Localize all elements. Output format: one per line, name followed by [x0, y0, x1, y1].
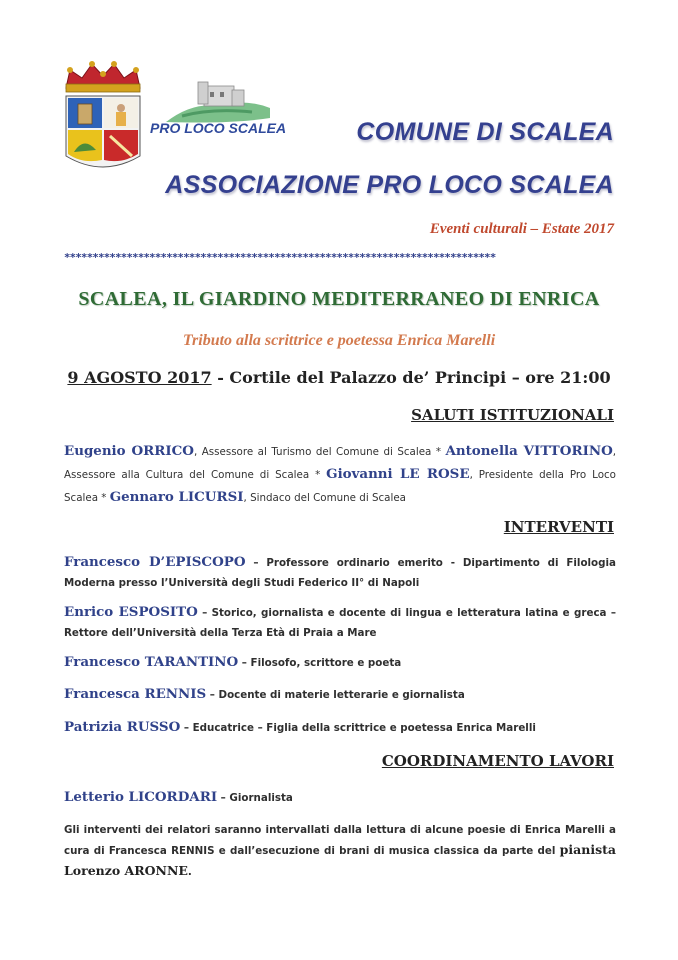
- speaker-desc: – Storico, giornalista e docente di lingua e letteratura latina e greca – Rettore dell’Università della Terza Età di Praia a Mare: [64, 607, 616, 639]
- event-place: - Cortile del Palazzo de’ Principi – ore 21:00: [211, 368, 611, 387]
- proloco-logo-text: PRO LOCO SCALEA: [150, 120, 287, 136]
- intervento-item: [64, 717, 616, 738]
- section-interventi-heading: INTERVENTI: [503, 518, 614, 536]
- comune-crest-logo: [62, 60, 144, 174]
- speaker-desc: – Docente di materie letterarie e giornalista: [206, 689, 465, 701]
- event-date-line: [0, 368, 678, 387]
- speaker-desc: , Assessore alla Cultura del Comune di Scalea *: [64, 446, 617, 481]
- header-title-associazione: ASSOCIAZIONE PRO LOCO SCALEA: [165, 171, 614, 199]
- header-eventi: Eventi culturali – Estate 2017: [429, 221, 614, 237]
- event-title: SCALEA, IL GIARDINO MEDITERRANEO DI ENRICA: [78, 288, 600, 310]
- speaker-desc: – Filosofo, scrittore e poeta: [238, 657, 402, 669]
- speaker-desc: , Presidente della Pro Loco Scalea *: [64, 469, 616, 504]
- event-date: 9 AGOSTO 2017: [67, 368, 212, 387]
- intervento-item: [64, 602, 616, 643]
- speaker-name: Francesco TARANTINO: [64, 654, 239, 670]
- stars-divider: ****************************************************************************: [64, 252, 496, 264]
- speaker-desc: – Educatrice – Figlia della scrittrice e poetessa Enrica Marelli: [180, 722, 536, 734]
- saluti-paragraph: [64, 440, 616, 509]
- intervento-item: [64, 684, 616, 705]
- speaker-name: Patrizia RUSSO: [64, 719, 181, 735]
- section-saluti-heading: SALUTI ISTITUZIONALI: [411, 406, 614, 424]
- speaker-name: Antonella VITTORINO: [445, 443, 613, 459]
- header-title-comune: COMUNE DI SCALEA: [356, 118, 614, 146]
- coordinator-name: Letterio LICORDARI: [64, 789, 218, 805]
- speaker-name: Eugenio ORRICO: [64, 443, 194, 459]
- intervento-item: [64, 552, 616, 593]
- speaker-desc: – Professore ordinario emerito - Dipartimento di Filologia Moderna presso l’Università degli Studi Federico II° di Napoli: [64, 557, 616, 589]
- closing-note-part: .: [187, 866, 192, 878]
- speaker-name: Giovanni LE ROSE: [326, 466, 470, 482]
- intervento-item: [64, 652, 616, 673]
- speaker-name: Francesca RENNIS: [64, 686, 207, 702]
- closing-note-part: Francesca RENNIS: [108, 845, 215, 857]
- closing-note-part: e dall’esecuzione di brani di musica classica da parte del: [214, 845, 560, 857]
- closing-note-pianist: pianista Lorenzo ARONNE: [64, 842, 616, 878]
- coordinatore-item: [64, 787, 616, 808]
- coordinator-desc: – Giornalista: [217, 792, 293, 804]
- speaker-name: Francesco D’EPISCOPO: [64, 554, 246, 570]
- speaker-desc: , Sindaco del Comune di Scalea: [243, 492, 406, 504]
- speaker-desc: , Assessore al Turismo del Comune di Scalea *: [193, 446, 446, 458]
- section-coordinamento-heading: COORDINAMENTO LAVORI: [381, 752, 614, 770]
- speaker-name: Enrico ESPOSITO: [64, 604, 198, 620]
- closing-note: [64, 820, 616, 882]
- event-subtitle: Tributo alla scrittrice e poetessa Enrica Marelli: [182, 332, 496, 349]
- closing-note-part: Gli interventi dei relatori saranno intervallati dalla lettura di alcune poesie di Enrica Marelli a cura di: [64, 824, 616, 857]
- speaker-name: Gennaro LICURSI: [109, 489, 244, 505]
